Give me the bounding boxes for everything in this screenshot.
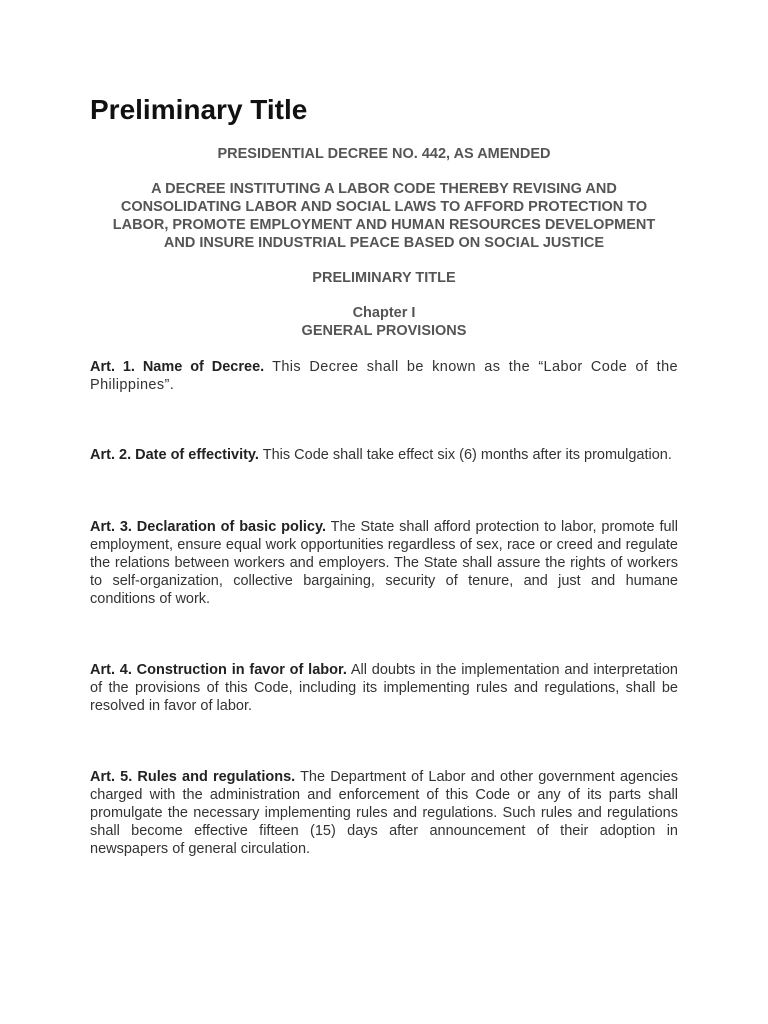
article-5 xyxy=(90,768,678,858)
article-3-text: The State shall afford protection to labor, promote full employment, ensure equal work opportunities regardless of sex, race or creed and regulate the relations between workers and employers. The State shall assure the rights of workers to self-organization, collective bargaining, security of tenure, and just and humane conditions of work. xyxy=(90,519,678,607)
decree-description: A DECREE INSTITUTING A LABOR CODE THEREBY REVISING AND CONSOLIDATING LABOR AND SOCIAL LAWS TO AFFORD PROTECTION TO LABOR, PROMOTE EMPLOYMENT AND HUMAN RESOURCES DEVELOPMENT AND INSURE INDUSTRIAL PEACE BASED ON SOCIAL JUSTICE xyxy=(112,181,656,251)
article-2 xyxy=(90,446,678,464)
chapter-label: Chapter I xyxy=(352,305,416,321)
article-1-heading: Art. 1. Name of Decree. xyxy=(90,359,265,375)
article-4-text: All doubts in the implementation and interpretation of the provisions of this Code, including its implementing rules and regulations, shall be resolved in favor of labor. xyxy=(90,662,678,714)
chapter-title: GENERAL PROVISIONS xyxy=(301,323,467,339)
page-title: Preliminary Title xyxy=(90,94,308,125)
article-3 xyxy=(90,518,678,608)
article-5-text: The Department of Labor and other government agencies charged with the administration and enforcement of this Code or any of its parts shall promulgate the necessary implementing rules and regulations. Such rules and regulations shall become effective fifteen (15) days after announcement of their adoption in newspapers of general circulation. xyxy=(90,769,678,857)
article-2-heading: Art. 2. Date of effectivity. xyxy=(90,447,259,463)
article-5-heading: Art. 5. Rules and regulations. xyxy=(90,769,296,785)
section-heading: PRELIMINARY TITLE xyxy=(312,270,456,286)
article-4-heading: Art. 4. Construction in favor of labor. xyxy=(90,662,347,678)
article-1 xyxy=(90,358,678,394)
article-4 xyxy=(90,661,678,715)
article-3-heading: Art. 3. Declaration of basic policy. xyxy=(90,519,326,535)
decree-number: PRESIDENTIAL DECREE NO. 442, AS AMENDED xyxy=(217,146,551,162)
article-2-text: This Code shall take effect six (6) months after its promulgation. xyxy=(262,447,672,463)
article-1-text: This Decree shall be known as the “Labor Code of the Philippines”. xyxy=(90,359,679,393)
